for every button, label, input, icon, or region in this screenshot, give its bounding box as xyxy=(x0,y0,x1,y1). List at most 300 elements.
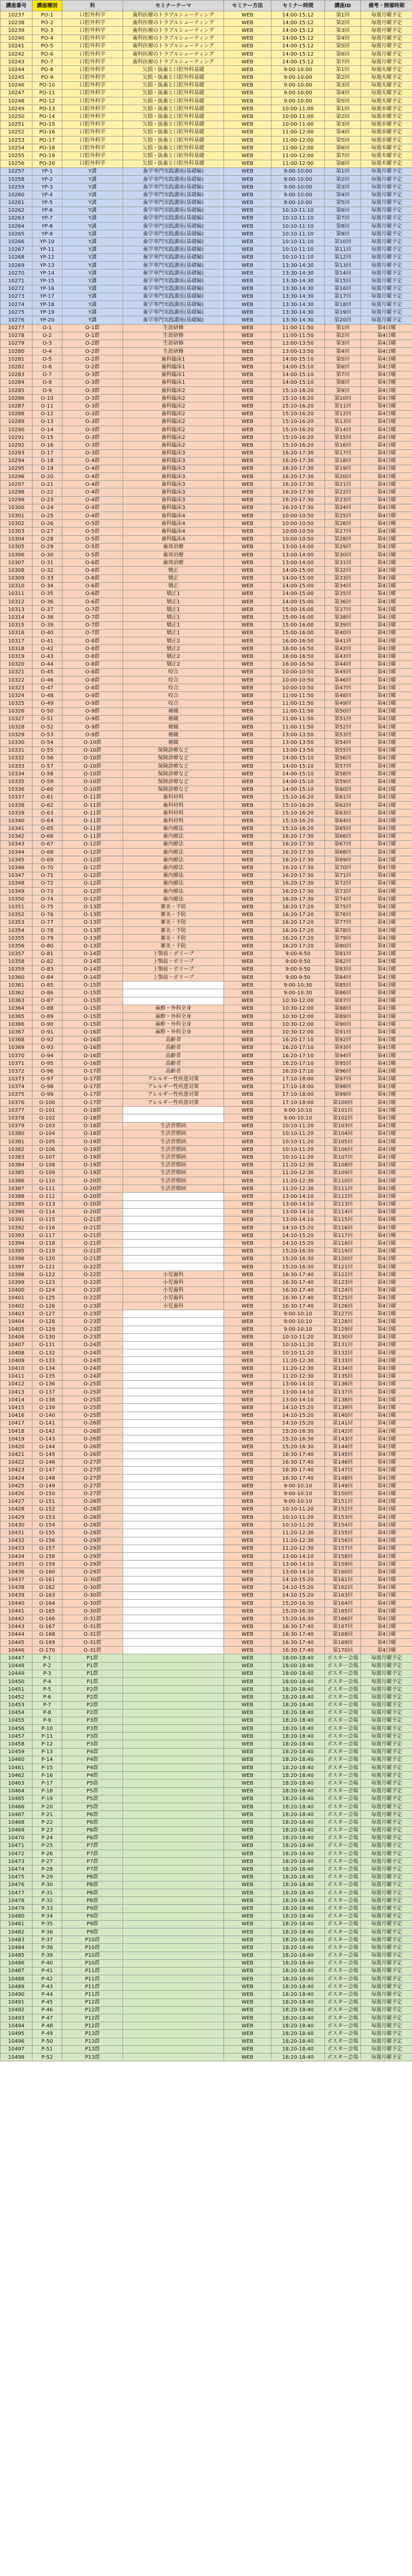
course-code-cell[interactable]: O-51 xyxy=(32,715,62,723)
session-cell[interactable]: ポスター会場 xyxy=(325,1936,361,1944)
course-number-cell[interactable]: 10414 xyxy=(1,1396,32,1404)
session-cell[interactable]: 第2回 xyxy=(325,113,361,121)
group-cell[interactable]: O-9群 xyxy=(62,723,123,731)
course-number-cell[interactable]: 10294 xyxy=(1,457,32,465)
theme-cell[interactable]: 歯科材料 xyxy=(123,793,224,801)
group-cell[interactable]: O-24群 xyxy=(62,1341,123,1349)
schedule-note-cell[interactable]: 第4日曜 xyxy=(361,1310,412,1318)
theme-cell[interactable]: 歯科臨床2 xyxy=(123,426,224,433)
theme-cell[interactable]: 高齢者 xyxy=(123,1044,224,1052)
session-cell[interactable]: 第81回 xyxy=(325,950,361,958)
time-cell[interactable]: 18:20-18:40 xyxy=(271,1959,325,1967)
group-cell[interactable]: O-13群 xyxy=(62,935,123,942)
theme-cell[interactable] xyxy=(123,1631,224,1638)
schedule-note-cell[interactable]: 第4日曜 xyxy=(361,598,412,606)
method-cell[interactable]: WEB xyxy=(224,1998,271,2006)
course-code-cell[interactable]: PO-8 xyxy=(32,66,62,74)
schedule-note-cell[interactable]: 第4日曜 xyxy=(361,1365,412,1372)
course-number-cell[interactable]: 10422 xyxy=(1,1459,32,1466)
course-code-cell[interactable]: O-27 xyxy=(32,528,62,535)
theme-cell[interactable]: 歯内療法 xyxy=(123,888,224,895)
time-cell[interactable]: 16:20-17:30 xyxy=(271,833,325,840)
theme-cell[interactable]: 歯学専門実践講座(基礎編) xyxy=(123,300,224,308)
column-header[interactable]: 講座種別 xyxy=(32,1,62,11)
schedule-note-cell[interactable]: 第4日曜 xyxy=(361,1591,412,1599)
time-cell[interactable]: 10:30-12:00 xyxy=(271,1005,325,1012)
theme-cell[interactable]: 歯内療法 xyxy=(123,849,224,856)
course-code-cell[interactable]: P-39 xyxy=(32,1952,62,1959)
session-cell[interactable]: 第120回 xyxy=(325,1255,361,1263)
method-cell[interactable]: WEB xyxy=(224,285,271,293)
schedule-note-cell[interactable]: 毎週月曜予定 xyxy=(361,309,412,316)
time-cell[interactable]: 9:00-10:00 xyxy=(271,81,325,89)
time-cell[interactable]: 14:10-15:20 xyxy=(271,1232,325,1240)
schedule-note-cell[interactable]: 毎週月曜予定 xyxy=(361,1795,412,1803)
schedule-note-cell[interactable]: 第4日曜 xyxy=(361,395,412,402)
group-cell[interactable]: P3群 xyxy=(62,1740,123,1748)
time-cell[interactable]: 11:20-12:30 xyxy=(271,1161,325,1169)
group-cell[interactable]: O-19群 xyxy=(62,1169,123,1177)
schedule-note-cell[interactable]: 第4日曜 xyxy=(361,504,412,512)
group-cell[interactable]: Y講 xyxy=(62,300,123,308)
course-code-cell[interactable]: O-146 xyxy=(32,1459,62,1466)
session-cell[interactable]: 第152回 xyxy=(325,1505,361,1513)
session-cell[interactable]: 第109回 xyxy=(325,1169,361,1177)
schedule-note-cell[interactable]: 毎週月曜予定 xyxy=(361,1897,412,1905)
session-cell[interactable]: 第33回 xyxy=(325,574,361,582)
theme-cell[interactable]: 生活習慣病 xyxy=(123,1185,224,1193)
schedule-note-cell[interactable]: 第4日曜 xyxy=(361,1232,412,1240)
course-number-cell[interactable]: 10347 xyxy=(1,872,32,879)
method-cell[interactable]: WEB xyxy=(224,1177,271,1184)
group-cell[interactable]: O-4群 xyxy=(62,481,123,488)
theme-cell[interactable]: 小児歯科 xyxy=(123,1279,224,1286)
schedule-note-cell[interactable]: 第4日曜 xyxy=(361,645,412,653)
session-cell[interactable]: 第3回 xyxy=(325,183,361,191)
session-cell[interactable]: ポスター会場 xyxy=(325,1881,361,1889)
session-cell[interactable]: 第113回 xyxy=(325,1200,361,1208)
time-cell[interactable]: 9:00-10:10 xyxy=(271,1498,325,1505)
time-cell[interactable]: 15:00-16:00 xyxy=(271,629,325,637)
method-cell[interactable]: WEB xyxy=(224,1114,271,1122)
course-number-cell[interactable]: 10253 xyxy=(1,137,32,144)
group-cell[interactable]: P8群 xyxy=(62,1889,123,1897)
theme-cell[interactable]: 欠損・抜歯と口腔外科基礎 xyxy=(123,121,224,128)
course-code-cell[interactable]: O-32 xyxy=(32,567,62,574)
group-cell[interactable]: P10群 xyxy=(62,1944,123,1952)
course-number-cell[interactable]: 10337 xyxy=(1,793,32,801)
group-cell[interactable]: 口腔外科学 xyxy=(62,128,123,136)
schedule-note-cell[interactable]: 第4日曜 xyxy=(361,739,412,747)
theme-cell[interactable] xyxy=(123,1443,224,1451)
group-cell[interactable]: P9群 xyxy=(62,1912,123,1920)
course-code-cell[interactable]: YP-5 xyxy=(32,199,62,207)
schedule-note-cell[interactable]: 第4日曜 xyxy=(361,1552,412,1560)
schedule-note-cell[interactable]: 第4日曜 xyxy=(361,473,412,481)
course-number-cell[interactable]: 10425 xyxy=(1,1482,32,1490)
course-code-cell[interactable]: O-130 xyxy=(32,1333,62,1341)
course-number-cell[interactable]: 10257 xyxy=(1,167,32,175)
method-cell[interactable]: WEB xyxy=(224,1952,271,1959)
theme-cell[interactable] xyxy=(123,1107,224,1114)
schedule-note-cell[interactable]: 第4日曜 xyxy=(361,371,412,379)
session-cell[interactable]: ポスター会場 xyxy=(325,1677,361,1685)
method-cell[interactable]: WEB xyxy=(224,1271,271,1279)
course-number-cell[interactable]: 10302 xyxy=(1,520,32,528)
theme-cell[interactable]: 保険診療など xyxy=(123,754,224,762)
method-cell[interactable]: WEB xyxy=(224,1529,271,1537)
session-cell[interactable]: 第80回 xyxy=(325,942,361,950)
session-cell[interactable]: 第29回 xyxy=(325,543,361,551)
time-cell[interactable]: 13:30-14:30 xyxy=(271,300,325,308)
course-number-cell[interactable]: 10356 xyxy=(1,942,32,950)
time-cell[interactable]: 13:30-14:30 xyxy=(271,293,325,300)
course-code-cell[interactable]: PO-4 xyxy=(32,35,62,42)
schedule-note-cell[interactable]: 毎週月曜予定 xyxy=(361,11,412,19)
session-cell[interactable]: 第147回 xyxy=(325,1466,361,1474)
group-cell[interactable]: O-23群 xyxy=(62,1333,123,1341)
course-number-cell[interactable]: 10321 xyxy=(1,668,32,676)
method-cell[interactable]: WEB xyxy=(224,1060,271,1067)
course-code-cell[interactable]: P-2 xyxy=(32,1662,62,1670)
course-code-cell[interactable]: P-41 xyxy=(32,1967,62,1975)
session-cell[interactable]: 第4回 xyxy=(325,89,361,97)
group-cell[interactable]: O-23群 xyxy=(62,1302,123,1310)
course-code-cell[interactable]: YP-1 xyxy=(32,167,62,175)
session-cell[interactable]: 第44回 xyxy=(325,660,361,668)
method-cell[interactable]: WEB xyxy=(224,1028,271,1036)
course-code-cell[interactable]: P-13 xyxy=(32,1748,62,1756)
course-number-cell[interactable]: 10419 xyxy=(1,1435,32,1443)
theme-cell[interactable] xyxy=(123,1498,224,1505)
schedule-note-cell[interactable]: 毎週月曜予定 xyxy=(361,1686,412,1693)
group-cell[interactable]: Y講 xyxy=(62,183,123,191)
time-cell[interactable]: 13:30-14:30 xyxy=(271,316,325,324)
course-number-cell[interactable]: 10439 xyxy=(1,1591,32,1599)
course-number-cell[interactable]: 10291 xyxy=(1,434,32,442)
method-cell[interactable]: WEB xyxy=(224,395,271,402)
group-cell[interactable]: 口腔外科学 xyxy=(62,66,123,74)
method-cell[interactable]: WEB xyxy=(224,1294,271,1302)
course-code-cell[interactable]: O-148 xyxy=(32,1475,62,1482)
schedule-note-cell[interactable]: 第4日曜 xyxy=(361,535,412,543)
schedule-note-cell[interactable]: 第4日曜 xyxy=(361,809,412,817)
time-cell[interactable]: 13:00-14:10 xyxy=(271,1552,325,1560)
course-code-cell[interactable]: O-56 xyxy=(32,754,62,762)
schedule-note-cell[interactable]: 第4日曜 xyxy=(361,1372,412,1380)
theme-cell[interactable] xyxy=(123,1998,224,2006)
schedule-note-cell[interactable]: 第4日曜 xyxy=(361,864,412,872)
session-cell[interactable]: 第99回 xyxy=(325,1091,361,1098)
theme-cell[interactable]: 歯科材料 xyxy=(123,801,224,809)
group-cell[interactable]: O-12群 xyxy=(62,864,123,872)
session-cell[interactable]: 第25回 xyxy=(325,512,361,520)
time-cell[interactable]: 16:00-16:50 xyxy=(271,653,325,660)
course-code-cell[interactable]: P-26 xyxy=(32,1850,62,1858)
schedule-note-cell[interactable]: 毎週月曜予定 xyxy=(361,1959,412,1967)
schedule-note-cell[interactable]: 第4日曜 xyxy=(361,1326,412,1333)
course-code-cell[interactable]: O-87 xyxy=(32,997,62,1005)
course-number-cell[interactable]: 10360 xyxy=(1,974,32,981)
course-code-cell[interactable]: O-84 xyxy=(32,974,62,981)
method-cell[interactable]: WEB xyxy=(224,481,271,488)
method-cell[interactable]: WEB xyxy=(224,1146,271,1154)
session-cell[interactable]: 第90回 xyxy=(325,1021,361,1028)
theme-cell[interactable]: 生活習慣病 xyxy=(123,1169,224,1177)
group-cell[interactable]: O-14群 xyxy=(62,965,123,973)
method-cell[interactable]: WEB xyxy=(224,1240,271,1247)
course-number-cell[interactable]: 10411 xyxy=(1,1372,32,1380)
group-cell[interactable]: O-3群 xyxy=(62,418,123,426)
course-number-cell[interactable]: 10392 xyxy=(1,1224,32,1232)
group-cell[interactable]: O-10群 xyxy=(62,747,123,754)
schedule-note-cell[interactable]: 第4日曜 xyxy=(361,379,412,386)
session-cell[interactable]: 第17回 xyxy=(325,449,361,457)
theme-cell[interactable]: 補綴 xyxy=(123,707,224,715)
time-cell[interactable]: 16:20-17:30 xyxy=(271,872,325,879)
theme-cell[interactable]: 高齢者 xyxy=(123,1036,224,1044)
course-code-cell[interactable]: O-110 xyxy=(32,1177,62,1184)
session-cell[interactable]: 第2回 xyxy=(325,332,361,340)
session-cell[interactable]: 第143回 xyxy=(325,1435,361,1443)
group-cell[interactable]: O-19群 xyxy=(62,1154,123,1161)
course-code-cell[interactable]: O-116 xyxy=(32,1224,62,1232)
theme-cell[interactable]: 歯学専門実践講座(基礎編) xyxy=(123,246,224,253)
group-cell[interactable]: 口腔外科学 xyxy=(62,113,123,121)
session-cell[interactable]: 第127回 xyxy=(325,1310,361,1318)
session-cell[interactable]: ポスター会場 xyxy=(325,1991,361,1998)
session-cell[interactable]: 第92回 xyxy=(325,1036,361,1044)
theme-cell[interactable]: 歯科臨床2 xyxy=(123,395,224,402)
course-code-cell[interactable]: O-91 xyxy=(32,1028,62,1036)
method-cell[interactable]: WEB xyxy=(224,1310,271,1318)
session-cell[interactable]: 第151回 xyxy=(325,1498,361,1505)
method-cell[interactable]: WEB xyxy=(224,1552,271,1560)
time-cell[interactable]: 13:00-13:50 xyxy=(271,747,325,754)
course-code-cell[interactable]: PO-13 xyxy=(32,105,62,113)
method-cell[interactable]: WEB xyxy=(224,684,271,692)
method-cell[interactable]: WEB xyxy=(224,1670,271,1677)
theme-cell[interactable] xyxy=(123,997,224,1005)
method-cell[interactable]: WEB xyxy=(224,1623,271,1631)
schedule-note-cell[interactable]: 毎週月曜予定 xyxy=(361,1936,412,1944)
course-code-cell[interactable]: P-35 xyxy=(32,1920,62,1928)
time-cell[interactable]: 16:20-17:30 xyxy=(271,849,325,856)
schedule-note-cell[interactable]: 第4日曜 xyxy=(361,1036,412,1044)
theme-cell[interactable]: 保険診療など xyxy=(123,778,224,786)
method-cell[interactable]: WEB xyxy=(224,535,271,543)
course-code-cell[interactable]: O-53 xyxy=(32,731,62,739)
schedule-note-cell[interactable]: 毎週月曜予定 xyxy=(361,1764,412,1772)
group-cell[interactable]: P11群 xyxy=(62,1991,123,1998)
method-cell[interactable]: WEB xyxy=(224,1435,271,1443)
course-number-cell[interactable]: 10313 xyxy=(1,606,32,614)
theme-cell[interactable]: 歯科臨床2 xyxy=(123,402,224,410)
session-cell[interactable]: 第38回 xyxy=(325,614,361,621)
theme-cell[interactable] xyxy=(123,1803,224,1810)
time-cell[interactable]: 14:10-15:20 xyxy=(271,1240,325,1247)
schedule-note-cell[interactable]: 毎週月曜予定 xyxy=(361,199,412,207)
time-cell[interactable]: 18:20-18:40 xyxy=(271,1881,325,1889)
course-code-cell[interactable]: O-57 xyxy=(32,762,62,770)
course-number-cell[interactable]: 10329 xyxy=(1,731,32,739)
schedule-note-cell[interactable]: 第4日曜 xyxy=(361,520,412,528)
schedule-note-cell[interactable]: 毎週月曜予定 xyxy=(361,1983,412,1991)
group-cell[interactable]: O-16群 xyxy=(62,1052,123,1059)
group-cell[interactable]: O-2群 xyxy=(62,348,123,355)
theme-cell[interactable] xyxy=(123,1686,224,1693)
group-cell[interactable]: O-21群 xyxy=(62,1255,123,1263)
time-cell[interactable]: 18:20-18:40 xyxy=(271,1866,325,1873)
course-code-cell[interactable]: O-80 xyxy=(32,942,62,950)
theme-cell[interactable]: 歯内療法 xyxy=(123,872,224,879)
time-cell[interactable]: 16:20-17:30 xyxy=(271,465,325,472)
theme-cell[interactable] xyxy=(123,1552,224,1560)
theme-cell[interactable]: 咬合 xyxy=(123,700,224,707)
course-code-cell[interactable]: P-4 xyxy=(32,1677,62,1685)
session-cell[interactable]: ポスター会場 xyxy=(325,1928,361,1936)
method-cell[interactable]: WEB xyxy=(224,1842,271,1850)
time-cell[interactable]: 15:10-16:20 xyxy=(271,801,325,809)
session-cell[interactable]: 第101回 xyxy=(325,1107,361,1114)
theme-cell[interactable]: 矯正2 xyxy=(123,653,224,660)
schedule-note-cell[interactable]: 第4日曜 xyxy=(361,567,412,574)
course-number-cell[interactable]: 10267 xyxy=(1,246,32,253)
theme-cell[interactable] xyxy=(123,1991,224,1998)
schedule-note-cell[interactable]: 毎週月曜予定 xyxy=(361,246,412,253)
course-number-cell[interactable]: 10374 xyxy=(1,1083,32,1091)
group-cell[interactable]: O-2群 xyxy=(62,363,123,371)
theme-cell[interactable] xyxy=(123,1936,224,1944)
time-cell[interactable]: 16:30-17:40 xyxy=(271,1647,325,1654)
course-code-cell[interactable]: P-19 xyxy=(32,1795,62,1803)
session-cell[interactable]: 第100回 xyxy=(325,1099,361,1107)
time-cell[interactable]: 14:10-15:20 xyxy=(271,1404,325,1412)
schedule-note-cell[interactable]: 第4日曜 xyxy=(361,1615,412,1623)
session-cell[interactable]: ポスター会場 xyxy=(325,1756,361,1764)
group-cell[interactable]: O-12群 xyxy=(62,849,123,856)
time-cell[interactable]: 16:30-17:40 xyxy=(271,1623,325,1631)
session-cell[interactable]: 第7回 xyxy=(325,214,361,222)
group-cell[interactable]: 口腔外科学 xyxy=(62,160,123,167)
course-number-cell[interactable]: 10494 xyxy=(1,2022,32,2030)
schedule-note-cell[interactable]: 毎週月曜予定 xyxy=(361,214,412,222)
group-cell[interactable]: P4群 xyxy=(62,1756,123,1764)
course-code-cell[interactable]: O-28 xyxy=(32,535,62,543)
course-number-cell[interactable]: 10472 xyxy=(1,1850,32,1858)
group-cell[interactable]: P6群 xyxy=(62,1811,123,1819)
course-number-cell[interactable]: 10451 xyxy=(1,1686,32,1693)
method-cell[interactable]: WEB xyxy=(224,520,271,528)
theme-cell[interactable]: 欠損・抜歯と口腔外科基礎 xyxy=(123,97,224,105)
method-cell[interactable]: WEB xyxy=(224,1005,271,1012)
group-cell[interactable]: 口腔外科学 xyxy=(62,11,123,19)
group-cell[interactable]: O-11群 xyxy=(62,817,123,825)
group-cell[interactable]: Y講 xyxy=(62,277,123,285)
schedule-note-cell[interactable]: 毎週水曜予定 xyxy=(361,121,412,128)
course-number-cell[interactable]: 10283 xyxy=(1,371,32,379)
group-cell[interactable]: P12群 xyxy=(62,2006,123,2014)
session-cell[interactable]: 第4回 xyxy=(325,128,361,136)
course-number-cell[interactable]: 10394 xyxy=(1,1240,32,1247)
method-cell[interactable]: WEB xyxy=(224,1099,271,1107)
method-cell[interactable]: WEB xyxy=(224,199,271,207)
column-header[interactable]: セミナー時間 xyxy=(271,1,325,11)
session-cell[interactable]: 第167回 xyxy=(325,1623,361,1631)
course-number-cell[interactable]: 10474 xyxy=(1,1866,32,1873)
method-cell[interactable]: WEB xyxy=(224,653,271,660)
course-number-cell[interactable]: 10254 xyxy=(1,144,32,152)
course-number-cell[interactable]: 10350 xyxy=(1,895,32,903)
schedule-note-cell[interactable]: 第4日曜 xyxy=(361,1318,412,1326)
time-cell[interactable]: 13:00-14:00 xyxy=(271,543,325,551)
theme-cell[interactable] xyxy=(123,1216,224,1224)
theme-cell[interactable] xyxy=(123,1920,224,1928)
time-cell[interactable]: 13:00-14:10 xyxy=(271,1208,325,1216)
theme-cell[interactable]: 歯学専門実践講座(基礎編) xyxy=(123,285,224,293)
theme-cell[interactable]: 歯科医療のトラブルシューティング xyxy=(123,19,224,27)
group-cell[interactable]: O-5群 xyxy=(62,520,123,528)
schedule-note-cell[interactable]: 第4日曜 xyxy=(361,1138,412,1146)
course-code-cell[interactable]: O-94 xyxy=(32,1052,62,1059)
time-cell[interactable]: 13:00-14:10 xyxy=(271,1561,325,1568)
session-cell[interactable]: ポスター会場 xyxy=(325,1866,361,1873)
theme-cell[interactable] xyxy=(123,1380,224,1388)
course-number-cell[interactable]: 10401 xyxy=(1,1294,32,1302)
course-number-cell[interactable]: 10359 xyxy=(1,965,32,973)
group-cell[interactable]: O-24群 xyxy=(62,1372,123,1380)
session-cell[interactable]: 第26回 xyxy=(325,520,361,528)
course-number-cell[interactable]: 10454 xyxy=(1,1709,32,1717)
course-code-cell[interactable]: YP-10 xyxy=(32,238,62,246)
theme-cell[interactable]: 矯正2 xyxy=(123,660,224,668)
theme-cell[interactable]: 欠損・抜歯と口腔外科基礎 xyxy=(123,137,224,144)
group-cell[interactable]: O-26群 xyxy=(62,1435,123,1443)
course-code-cell[interactable]: O-120 xyxy=(32,1255,62,1263)
course-code-cell[interactable]: O-25 xyxy=(32,512,62,520)
course-code-cell[interactable]: O-34 xyxy=(32,582,62,590)
course-code-cell[interactable]: O-69 xyxy=(32,856,62,864)
theme-cell[interactable]: 歯科臨床3 xyxy=(123,481,224,488)
course-number-cell[interactable]: 10243 xyxy=(1,58,32,66)
theme-cell[interactable]: 歯学専門実践講座(基礎編) xyxy=(123,223,224,230)
schedule-note-cell[interactable]: 第4日曜 xyxy=(361,1161,412,1169)
course-code-cell[interactable]: P-24 xyxy=(32,1834,62,1842)
group-cell[interactable]: 口腔外科学 xyxy=(62,27,123,35)
session-cell[interactable]: 第102回 xyxy=(325,1114,361,1122)
schedule-note-cell[interactable]: 第4日曜 xyxy=(361,1349,412,1357)
schedule-note-cell[interactable]: 毎週月曜予定 xyxy=(361,2014,412,2022)
course-number-cell[interactable]: 10322 xyxy=(1,676,32,684)
session-cell[interactable]: ポスター会場 xyxy=(325,1842,361,1850)
theme-cell[interactable] xyxy=(123,2038,224,2045)
course-code-cell[interactable]: O-115 xyxy=(32,1216,62,1224)
session-cell[interactable]: 第9回 xyxy=(325,387,361,395)
session-cell[interactable]: 第133回 xyxy=(325,1357,361,1365)
method-cell[interactable]: WEB xyxy=(224,1138,271,1146)
course-number-cell[interactable]: 10366 xyxy=(1,1021,32,1028)
method-cell[interactable]: WEB xyxy=(224,770,271,778)
course-code-cell[interactable]: PO-15 xyxy=(32,121,62,128)
course-code-cell[interactable]: P-5 xyxy=(32,1686,62,1693)
method-cell[interactable]: WEB xyxy=(224,449,271,457)
schedule-note-cell[interactable]: 毎週月曜予定 xyxy=(361,269,412,277)
time-cell[interactable]: 18:20-18:40 xyxy=(271,1873,325,1881)
time-cell[interactable]: 15:10-16:20 xyxy=(271,825,325,833)
theme-cell[interactable] xyxy=(123,1466,224,1474)
method-cell[interactable]: WEB xyxy=(224,1514,271,1521)
group-cell[interactable]: O-5群 xyxy=(62,528,123,535)
